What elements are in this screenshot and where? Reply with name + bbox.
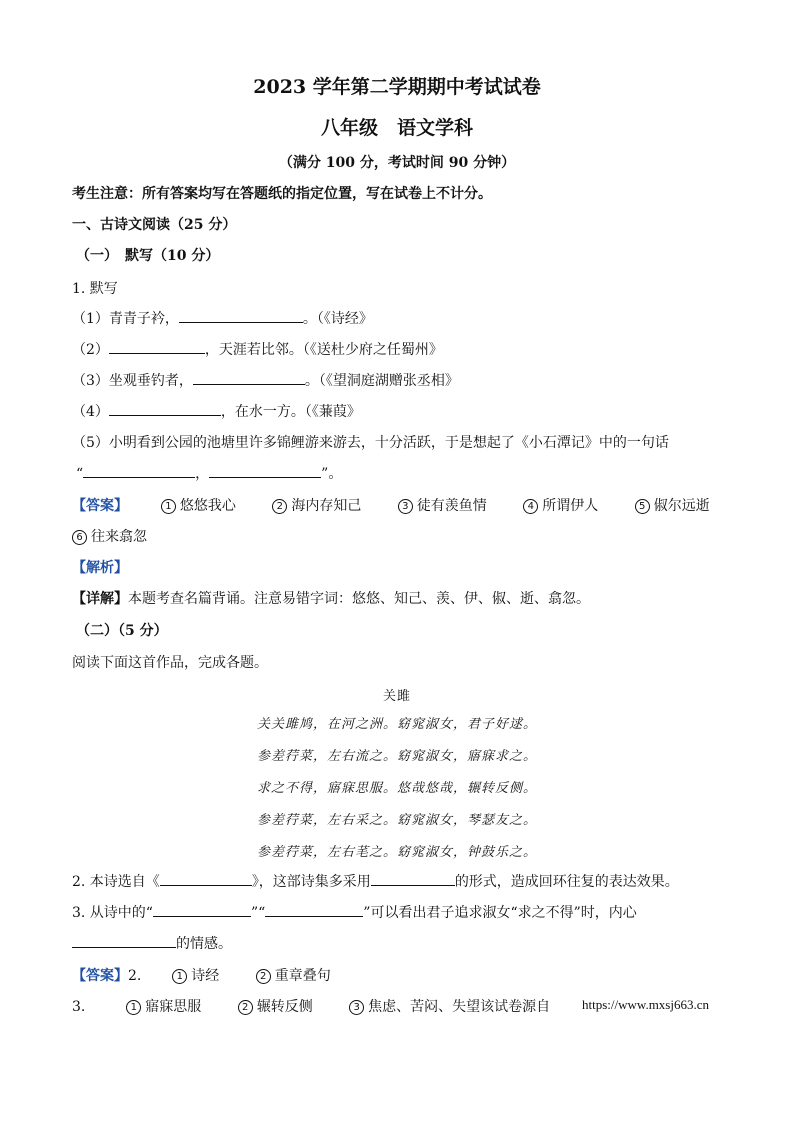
circled-number: 1 [126, 1000, 141, 1015]
exam-title: 2023 学年第二学期期中考试试卷 [253, 76, 541, 98]
recite-item-2 [72, 339, 443, 359]
answer-text: 海内存知己 [291, 498, 362, 514]
poem-line: 参差荇菜，左右采之。窈窕淑女，琴瑟友之。 [256, 813, 537, 828]
question-3-text-a: 3. 从诗中的“ [72, 905, 153, 921]
answer-row-q2 [72, 965, 331, 985]
exam-note: （满分 100 分，考试时间 90 分钟） [278, 155, 516, 171]
answer-item [272, 498, 361, 514]
poem-line: 关关雎鸠，在河之洲。窈窕淑女，君子好逑。 [256, 717, 537, 732]
question-3-cont [72, 933, 232, 953]
answer-blank [209, 463, 321, 478]
exam-subtitle: 八年级 语文学科 [320, 117, 473, 139]
answer-text: 徒有羡鱼情 [416, 498, 487, 514]
question-2-text-c: 的形式，造成回环往复的表达效果。 [454, 874, 679, 890]
circled-number: 3 [349, 1000, 364, 1015]
answer-item [398, 498, 487, 514]
answer-item [635, 498, 710, 514]
exam-notice: 考生注意：所有答案均写在答题纸的指定位置，写在试卷上不计分。 [72, 186, 492, 202]
recite-item-4 [72, 401, 361, 421]
poem-line: 参差荇菜，左右流之。窈窕淑女，寤寐求之。 [256, 749, 537, 764]
answer-text: 辗转反侧 [256, 999, 313, 1015]
answer-item [349, 999, 550, 1015]
answer-blank [179, 308, 303, 323]
detail-tag: 【详解】 [72, 591, 128, 607]
answer-blank [109, 401, 221, 416]
answer-row-1 [72, 495, 710, 515]
detail-text: 本题考查名篇背诵。注意易错字词：悠悠、知己、羡、伊、俶、逝、翕忽。 [128, 591, 590, 607]
recite-item-3 [72, 370, 459, 390]
answer-text: 寤寐思服 [145, 999, 202, 1015]
answer-blank [153, 902, 251, 917]
answer-text: 焦虑、苦闷、失望该试卷源自 [368, 999, 551, 1015]
part1-heading: （一） 默写（10 分） [76, 248, 220, 264]
answer-item [172, 968, 219, 984]
recite-item-4-prefix: （4） [72, 404, 109, 420]
recite-item-5-blanks [76, 463, 342, 483]
poem-line: 求之不得，寤寐思服。悠哉悠哉，辗转反侧。 [256, 781, 537, 796]
analysis-tag: 【解析】 [72, 560, 128, 576]
question-2-text-b: 》，这部诗集多采用 [251, 874, 371, 890]
watermark-url[interactable]: https://www.mxsj663.cn [582, 997, 709, 1012]
question-3-text-c: ”可以看出君子追求淑女“求之不得”时，内心 [363, 905, 637, 921]
circled-number: 6 [72, 530, 87, 545]
question-3-text-d: 的情感。 [176, 936, 232, 952]
answer-label: 2. [128, 968, 142, 984]
question-2 [72, 871, 679, 891]
recite-item-3-suffix: 。（《望洞庭湖赠张丞相》 [304, 373, 459, 389]
answer-blank [72, 933, 176, 948]
circled-number: 3 [398, 499, 413, 514]
answer-text: 往来翕忽 [91, 529, 147, 545]
question-1-label: 1. 默写 [72, 281, 118, 297]
answer-tag: 【答案】 [72, 498, 128, 514]
question-2-text-a: 2. 本诗选自《 [72, 874, 160, 890]
recite-item-1-prefix: （1）青青子衿， [72, 311, 179, 327]
recite-item-1 [72, 308, 373, 328]
detail-row [72, 588, 590, 608]
comma: ， [195, 466, 210, 482]
poem-title: 关雎 [382, 689, 411, 704]
answer-blank [160, 871, 252, 886]
answer-text: 悠悠我心 [179, 498, 236, 514]
answer-blank [371, 871, 455, 886]
answer-blank [109, 339, 205, 354]
circled-number: 4 [523, 499, 538, 514]
answer-text: 所谓伊人 [542, 498, 599, 514]
answer-item [238, 999, 313, 1015]
recite-item-1-suffix: 。（《诗经》 [302, 311, 373, 327]
answer-item [161, 498, 236, 514]
answer-blank [193, 370, 305, 385]
answer-item [126, 999, 201, 1015]
answer-text: 重章叠句 [274, 968, 331, 984]
answer-text: 诗经 [191, 968, 220, 984]
answer-blank [83, 463, 195, 478]
answer-row-2 [72, 526, 147, 546]
section-heading: 一、古诗文阅读（25 分） [72, 217, 237, 233]
question-3-text-b: ”“ [250, 905, 266, 921]
part2-intro: 阅读下面这首作品，完成各题。 [72, 655, 268, 671]
circled-number: 1 [172, 969, 187, 984]
answer-item [256, 968, 331, 984]
poem-line: 参差荇菜，左右芼之。窈窕淑女，钟鼓乐之。 [256, 845, 537, 860]
recite-item-4-suffix: ，在水一方。（《蒹葭》 [220, 404, 361, 420]
question-3 [72, 902, 637, 922]
recite-item-2-prefix: （2） [72, 342, 109, 358]
recite-item-3-prefix: （3）坐观垂钓者， [72, 373, 193, 389]
close-quote: ”。 [321, 466, 343, 482]
circled-number: 2 [256, 969, 271, 984]
answer-label: 3. [72, 999, 86, 1015]
part2-heading: （二）（5 分） [76, 623, 168, 639]
answer-tag: 【答案】 [72, 968, 128, 984]
answer-text: 俶尔远逝 [653, 498, 710, 514]
answer-blank [265, 902, 363, 917]
circled-number: 2 [272, 499, 287, 514]
answer-row-q3 [72, 996, 550, 1016]
circled-number: 1 [161, 499, 176, 514]
answer-item [523, 498, 598, 514]
open-quote: “ [76, 466, 84, 482]
circled-number: 2 [238, 1000, 253, 1015]
recite-item-2-suffix: ，天涯若比邻。（《送杜少府之任蜀州》 [204, 342, 443, 358]
circled-number: 5 [635, 499, 650, 514]
recite-item-5: （5）小明看到公园的池塘里许多锦鲤游来游去，十分活跃，于是想起了《小石潭记》中的一句话 [72, 435, 669, 451]
